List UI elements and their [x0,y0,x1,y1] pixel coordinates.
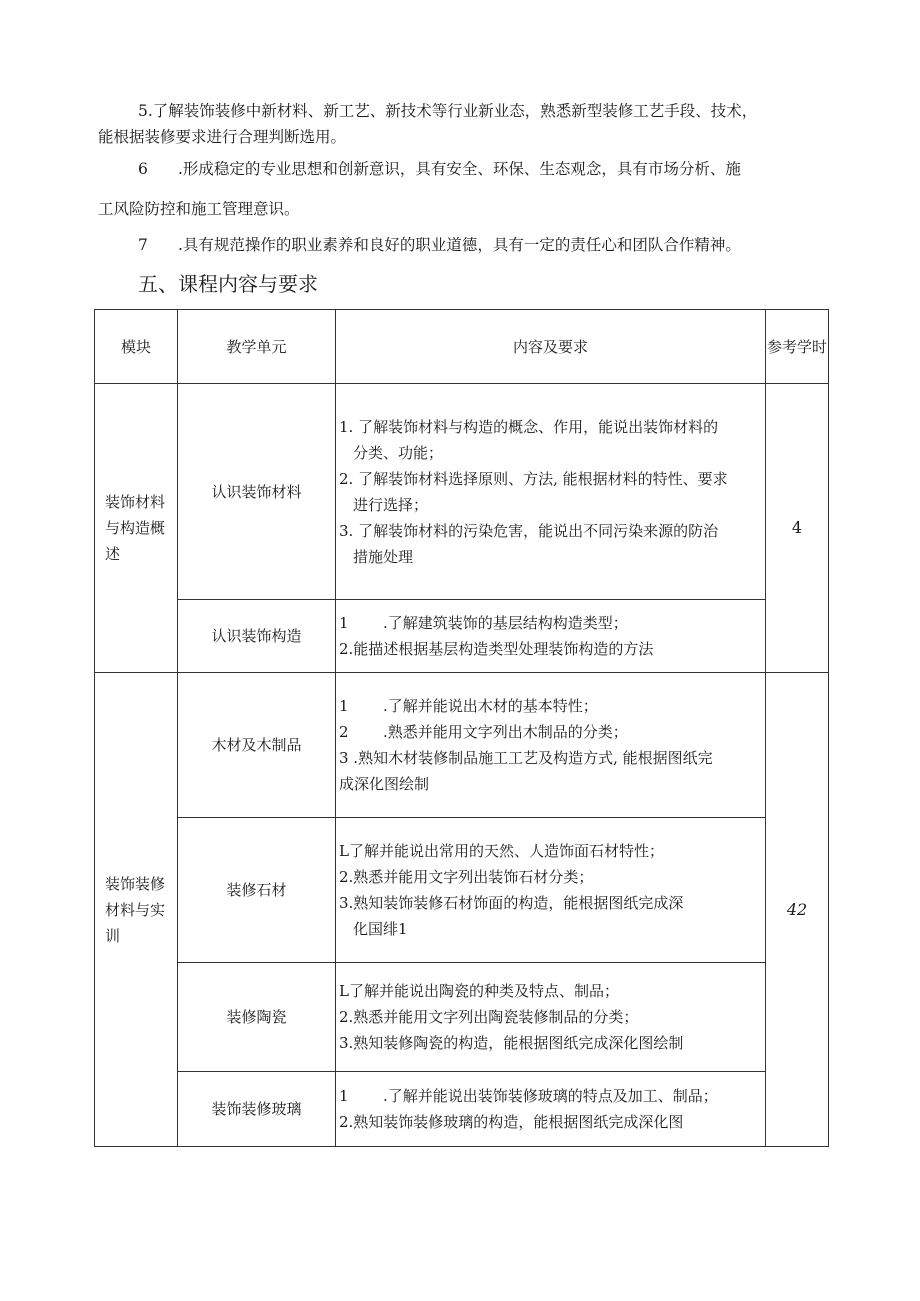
module-name: 装饰材料与构造概述 [95,384,178,673]
unit-name: 装修石材 [178,818,336,963]
paragraph-7 [138,232,828,258]
paragraph-5 [98,98,828,150]
unit-content [336,963,766,1072]
header-module: 模块 [95,310,178,384]
header-unit: 教学单元 [178,310,336,384]
content-item: 3.熟知装饰装修石材饰面的构造，能根据图纸完成深 化国绯1 [339,894,684,938]
paragraph-6-number: 6 [138,160,148,178]
table-header-row [95,310,829,384]
content-item: 2.熟悉并能用文字列出装饰石材分类； [339,868,594,886]
paragraph-5-continuation: 能根据装修要求进行合理判断选用。 [98,128,347,146]
content-item: L了解并能说出陶瓷的种类及特点、制品； [339,982,619,1000]
content-item: 2.熟悉并能用文字列出陶瓷装修制品的分类； [339,1008,639,1026]
content-item: 1 .了解并能说出木材的基本特性； [339,697,598,715]
unit-name: 装修陶瓷 [178,963,336,1072]
content-item: L了解并能说出常用的天然、人造饰面石材特性； [339,842,664,860]
paragraph-7-number: 7 [138,236,148,254]
paragraph-6-continuation: 工风险防控和施工管理意识。 [98,200,300,218]
unit-name: 木材及木制品 [178,673,336,818]
unit-name: 认识装饰构造 [178,600,336,673]
unit-content [336,1072,766,1147]
unit-name: 认识装饰材料 [178,384,336,600]
unit-content [336,818,766,963]
table-row [95,384,829,600]
paragraph-6 [98,156,828,222]
table-row [95,1072,829,1147]
header-content: 内容及要求 [336,310,766,384]
unit-content [336,384,766,600]
paragraph-7-text: .具有规范操作的职业素养和良好的职业道德，具有一定的责任心和团队合作精神。 [178,236,741,254]
content-item: 3. 了解装饰材料的污染危害，能说出不同污染来源的防治 措施处理 [339,521,719,566]
module-hours: 4 [766,384,829,673]
content-item: 1 .了解建筑装饰的基层结构构造类型； [339,614,628,632]
content-item: 3.熟知装修陶瓷的构造，能根据图纸完成深化图绘制 [339,1034,684,1052]
table-row [95,963,829,1072]
content-item: 2.熟知装饰装修玻璃的构造，能根据图纸完成深化图 [339,1113,684,1131]
table-row [95,818,829,963]
module-name: 装饰装修材料与实训 [95,673,178,1147]
table-row [95,600,829,673]
unit-content [336,673,766,818]
course-content-table [94,309,829,1147]
unit-name: 装饰装修玻璃 [178,1072,336,1147]
content-item: 3 .熟知木材装修制品施工工艺及构造方式, 能根据图纸完 成深化图绘制 [339,749,713,793]
header-hours: 参考学时 [766,310,829,384]
content-item: 2.能描述根据基层构造类型处理装饰构造的方法 [339,640,654,658]
paragraph-6-text: .形成稳定的专业思想和创新意识，具有安全、环保、生态观念，具有市场分析、施 [178,160,741,178]
module-hours: 42 [766,673,829,1147]
content-item: 2. 了解装饰材料选择原则、方法, 能根据材料的特性、要求 进行选择； [339,469,728,514]
paragraph-5-number: 5 [138,102,148,120]
unit-content [336,600,766,673]
content-item: 2 .熟悉并能用文字列出木制品的分类； [339,723,628,741]
section-heading: 五、课程内容与要求 [138,272,318,296]
content-item: 1 .了解并能说出装饰装修玻璃的特点及加工、制品； [339,1087,718,1105]
paragraph-5-text: .了解装饰装修中新材料、新工艺、新技术等行业新业态，熟悉新型装修工艺手段、技术， [147,102,758,120]
table-row [95,673,829,818]
content-item: 1. 了解装饰材料与构造的概念、作用，能说出装饰材料的 分类、功能； [339,417,719,462]
